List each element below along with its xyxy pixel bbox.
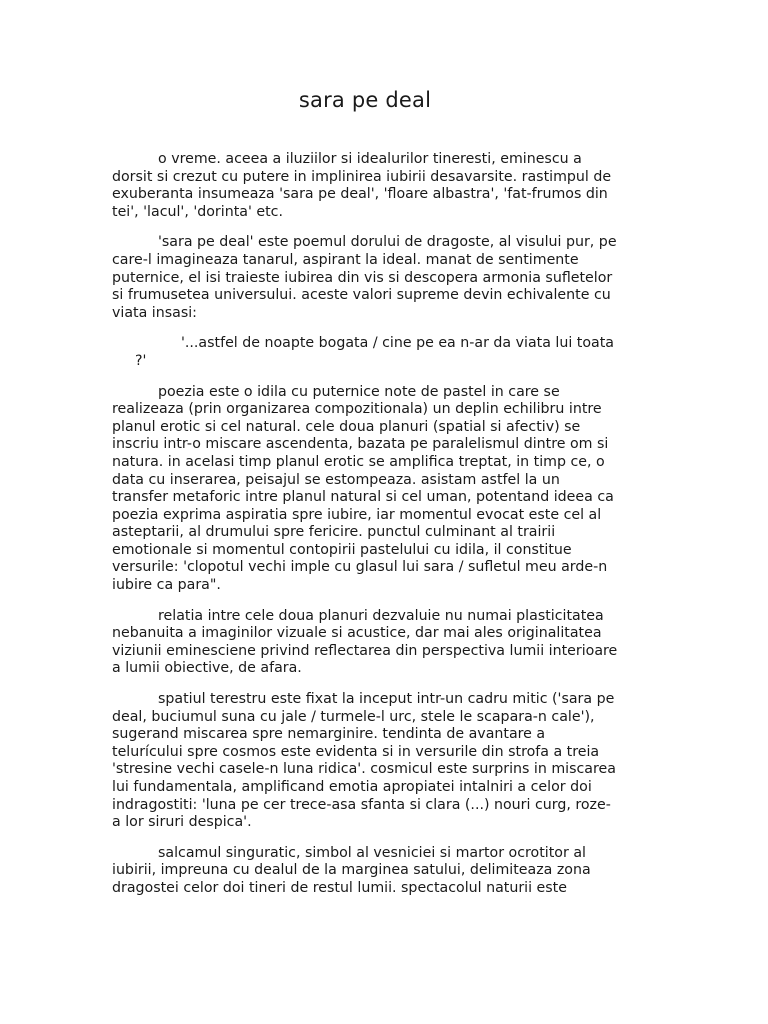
paragraph-intro: o vreme. aceea a iluziilor si idealurilor tineresti, eminescu a dorsit si crezut cu putere in implinirea iubirii desavarsite. rastimpul de exuberanta insumeaza 'sara pe deal', 'floare albastra', 'fat-frumos din tei', 'lacul', 'dorinta' etc. xyxy=(112,151,612,220)
paragraph-poem-theme: 'sara pe deal' este poemul dorului de dragoste, al visului pur, pe care-l imagineaza tanarul, aspirant la ideal. manat de sentimente puternice, el isi traieste iubirea din vis si descopera armonia sufletelor si frumusetea universului. aceste valori supreme devin echivalente cu viata insasi: xyxy=(112,234,617,321)
document-title: sara pe deal xyxy=(298,88,432,112)
paragraph-spatiul-terestru: spatiul terestru este fixat la inceput intr-un cadru mitic ('sara pe deal, buciumul suna cu jale / turmele-l urc, stele le scapara-n cale'), sugerand miscarea spre nemarginire. tendinta de avantare a telurícului spre cosmos este evidenta si in versurile din strofa a treia 'stresine vechi casele-n luna ridica'. cosmicul este surprins in miscarea lui fundamentala, amplificand emotia apropiatei intalniri a celor doi indragostiti: 'luna pe cer trece-asa sfanta si clara (...) nouri curg, roze-a lor siruri despica'. xyxy=(112,691,616,831)
document-page xyxy=(112,88,618,911)
paragraph-relatia-planuri: relatia intre cele doua planuri dezvaluie nu numai plasticitatea nebanuita a imaginilor vizuale si acustice, dar mai ales originalitatea viziunii eminesciene privind reflectarea din perspectiva lumii interioare a lumii obiective, de afara. xyxy=(112,607,618,677)
paragraph-idila-pastel: poezia este o idila cu puternice note de pastel in care se realizeaza (prin organizarea compozitionala) un deplin echilibru intre planul erotic si cel natural. cele doua planuri (spatial si afectiv) se inscriu intr-o miscare ascendenta, bazata pe paralelismul dintre om si natura. in acelasi timp planul erotic se amplifica treptat, in timp ce, o data cu inserarea, peisajul se estompeaza. asistam astfel la un transfer metaforic intre planul natural si cel uman, potentand ideea ca poezia exprima aspiratia spre iubire, iar momentul evocat este cel al asteptarii, al drumului spre fericire. punctul culminant al trairii emotionale si momentul contopirii pastelului cu idila, il constitue versurile: 'clopotul vechi imple cu glasul lui sara / sufletul meu arde-n iubire ca para". xyxy=(112,383,614,594)
quote-verse: '...astfel de noapte bogata / cine pe ea n-ar da viata lui toata ?' xyxy=(135,335,614,369)
paragraph-salcamul: salcamul singuratic, simbol al vesniciei si martor ocrotitor al iubirii, impreuna cu dealul de la marginea satului, delimiteaza zona dragostei celor doi tineri de restul lumii. spectacolul naturii este xyxy=(112,844,591,896)
